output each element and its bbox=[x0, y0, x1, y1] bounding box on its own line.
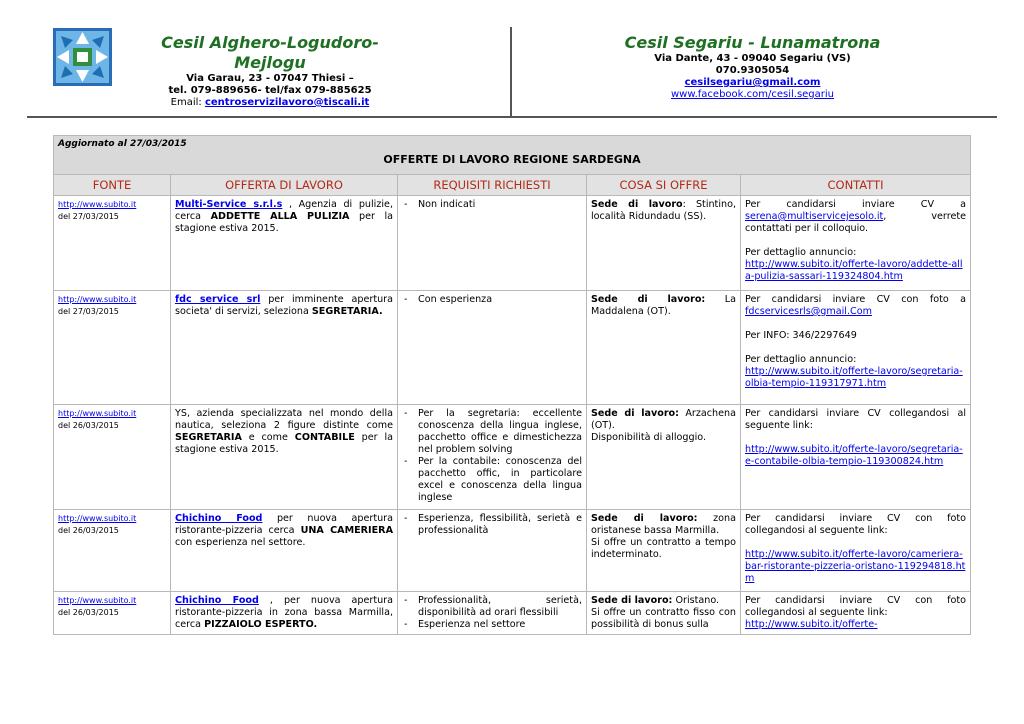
company-link[interactable]: Chichino Food bbox=[175, 513, 263, 524]
contact-email-link[interactable]: serena@multiservicejesolo.it bbox=[745, 211, 884, 222]
place-label: Sede di lavoro: bbox=[591, 595, 673, 606]
source-cell bbox=[54, 196, 171, 291]
offer-cell bbox=[171, 196, 398, 291]
source-date: del 26/03/2015 bbox=[58, 526, 119, 535]
header-left-email-link[interactable]: centroservizilavoro@tiscali.it bbox=[204, 97, 370, 108]
updated-date: Aggiornato al 27/03/2015 bbox=[58, 139, 187, 149]
source-date: del 26/03/2015 bbox=[58, 421, 119, 430]
requirements-cell bbox=[398, 405, 587, 510]
col-header-offerta: OFFERTA DI LAVORO bbox=[171, 175, 398, 196]
offer-text: con esperienza nel settore. bbox=[175, 537, 306, 548]
offer-text: per nuova apertura ristorante-pizzeria cerca bbox=[175, 513, 393, 536]
header-bottom-rule bbox=[27, 116, 997, 118]
place-label: Sede di lavoro: bbox=[591, 294, 706, 305]
requirement-item: - Esperienza, flessibilità, serietà e professionalità bbox=[418, 513, 582, 537]
company-link[interactable]: Multi-Service s.r.l.s bbox=[175, 199, 283, 210]
header-right-title: Cesil Segariu - Lunamatrona bbox=[624, 33, 881, 52]
benefits-cell bbox=[587, 592, 741, 635]
contacts-cell bbox=[741, 405, 971, 510]
offer-text: e come bbox=[241, 432, 295, 443]
header-left-title: Cesil Alghero-Logudoro-Mejlogu bbox=[161, 33, 379, 72]
table-row bbox=[54, 291, 971, 405]
place-label: Sede di lavoro: bbox=[591, 408, 679, 419]
offer-role: ADDETTE ALLA PULIZIA bbox=[210, 211, 350, 222]
source-link[interactable]: http://www.subito.it bbox=[58, 200, 137, 209]
announcement-link[interactable]: http://www.subito.it/offerte-lavoro/segretaria-e-contabile-olbia-tempio-119300824.htm bbox=[745, 444, 963, 467]
benefits-cell bbox=[587, 196, 741, 291]
requirements-cell bbox=[398, 510, 587, 592]
place-text: La Maddalena (OT). bbox=[591, 294, 736, 317]
column-headers bbox=[54, 175, 971, 196]
announcement-link[interactable]: http://www.subito.it/offerte-lavoro/addette-alla-pulizia-sassari-119324804.htm bbox=[745, 259, 963, 282]
contact-phone: Per INFO: 346/2297649 bbox=[745, 330, 857, 341]
source-link[interactable]: http://www.subito.it bbox=[58, 596, 137, 605]
email-label: Email: bbox=[170, 97, 205, 108]
header-left-phone: tel. 079-889656- tel/fax 079-885625 bbox=[168, 85, 372, 96]
offer-role: UNA CAMERIERA bbox=[300, 525, 393, 536]
company-link[interactable]: fdc service srl bbox=[175, 294, 261, 305]
offer-role: CONTABILE bbox=[294, 432, 355, 443]
col-header-cosa-offre: COSA SI OFFRE bbox=[587, 175, 741, 196]
offer-text: per la stagione estiva 2015. bbox=[175, 432, 393, 455]
benefits-cell bbox=[587, 510, 741, 592]
place-label: Sede di lavoro: bbox=[591, 513, 698, 524]
col-header-fonte: FONTE bbox=[54, 175, 171, 196]
place-text: : Stintino, località Ridundadu (SS). bbox=[591, 199, 736, 222]
source-link[interactable]: http://www.subito.it bbox=[58, 409, 137, 418]
contact-text: Per candidarsi inviare CV con foto collegandosi al seguente link: bbox=[745, 513, 967, 536]
cesil-logo-icon bbox=[53, 28, 112, 86]
company-link[interactable]: Chichino Food bbox=[175, 595, 259, 606]
benefits-cell bbox=[587, 405, 741, 510]
detail-label: Per dettaglio annuncio: bbox=[745, 247, 857, 258]
header-left-address: Via Garau, 23 - 07047 Thiesi – bbox=[186, 73, 354, 84]
header-right-address: Via Dante, 43 - 09040 Segariu (VS) bbox=[654, 53, 851, 64]
requirement-item: - Non indicati bbox=[418, 199, 582, 211]
place-text: Oristano. bbox=[672, 595, 720, 606]
offer-text: per imminente apertura societa' di servizi, seleziona bbox=[175, 294, 393, 317]
header-divider bbox=[510, 27, 512, 117]
offer-text: , Agenzia di pulizie, cerca bbox=[175, 199, 393, 222]
announcement-link[interactable]: http://www.subito.it/offerte-lavoro/cameriera-bar-ristorante-pizzeria-oristano-119294818.htm bbox=[745, 549, 966, 584]
table-row bbox=[54, 592, 971, 635]
header-right bbox=[600, 33, 905, 101]
requirement-item: - Per la segretaria: eccellente conoscenza della lingua inglese, pacchetto office e dimestichezza nel problem solving bbox=[418, 408, 582, 456]
contacts-cell bbox=[741, 196, 971, 291]
contacts-cell bbox=[741, 510, 971, 592]
requirement-item: - Con esperienza bbox=[418, 294, 582, 306]
benefits-cell bbox=[587, 291, 741, 405]
benefit-text: Disponibilità di alloggio. bbox=[591, 432, 707, 443]
announcement-link[interactable]: http://www.subito.it/offerte- bbox=[745, 619, 878, 630]
source-date: del 26/03/2015 bbox=[58, 608, 119, 617]
contacts-cell bbox=[741, 291, 971, 405]
announcement-link[interactable]: http://www.subito.it/offerte-lavoro/segretaria-olbia-tempio-119317971.htm bbox=[745, 366, 963, 389]
header-left-email-line bbox=[130, 97, 410, 109]
table-row bbox=[54, 510, 971, 592]
header-right-facebook-link[interactable]: www.facebook.com/cesil.segariu bbox=[670, 89, 835, 100]
contacts-cell bbox=[741, 592, 971, 635]
requirement-item: - Esperienza nel settore bbox=[418, 619, 582, 631]
contact-text: Per candidarsi inviare CV con foto collegandosi al seguente link: bbox=[745, 595, 967, 618]
offer-role: PIZZAIOLO ESPERTO. bbox=[204, 619, 318, 630]
offer-cell bbox=[171, 592, 398, 635]
offer-role: SEGRETARIA bbox=[175, 432, 242, 443]
offer-text: per la stagione estiva 2015. bbox=[175, 211, 393, 234]
col-header-requisiti: REQUISITI RICHIESTI bbox=[398, 175, 587, 196]
header-right-email-link[interactable]: cesilsegariu@gmail.com bbox=[684, 77, 821, 88]
requirement-item: - Per la contabile: conoscenza del pacchetto offic, in particolare excel e conoscenza della lingua inglese bbox=[418, 456, 582, 504]
contact-text: , verrete contattati per il colloquio. bbox=[745, 211, 967, 234]
requirements-cell bbox=[398, 592, 587, 635]
benefit-text: Si offre un contratto a tempo indeterminato. bbox=[591, 537, 736, 560]
requirements-cell bbox=[398, 291, 587, 405]
offer-cell bbox=[171, 291, 398, 405]
source-date: del 27/03/2015 bbox=[58, 307, 119, 316]
offer-text: , per nuova apertura ristorante-pizzeria in zona bassa Marmilla, cerca bbox=[175, 595, 393, 630]
job-offers-table bbox=[53, 135, 971, 635]
table-row bbox=[54, 196, 971, 291]
header-right-phone: 070.9305054 bbox=[715, 65, 790, 76]
place-label: Sede di lavoro bbox=[591, 199, 683, 210]
requirements-cell bbox=[398, 196, 587, 291]
source-cell bbox=[54, 291, 171, 405]
source-cell bbox=[54, 405, 171, 510]
table-title: OFFERTE DI LAVORO REGIONE SARDEGNA bbox=[383, 153, 641, 166]
benefit-text: Si offre un contratto fisso con possibilità di bonus sulla bbox=[591, 607, 736, 630]
offer-role: SEGRETARIA. bbox=[311, 306, 383, 317]
place-text: Arzachena (OT). bbox=[591, 408, 736, 431]
source-cell bbox=[54, 510, 171, 592]
requirement-item: - Professionalità, serietà, disponibilità ad orari flessibili bbox=[418, 595, 582, 619]
table-row bbox=[54, 405, 971, 510]
contact-text: Per candidarsi inviare CV a bbox=[745, 199, 967, 210]
offer-cell bbox=[171, 405, 398, 510]
table-title-cell bbox=[54, 136, 971, 175]
offer-cell bbox=[171, 510, 398, 592]
contact-text: Per candidarsi inviare CV collegandosi al seguente link: bbox=[745, 408, 967, 431]
col-header-contatti: CONTATTI bbox=[741, 175, 971, 196]
source-date: del 27/03/2015 bbox=[58, 212, 119, 221]
detail-label: Per dettaglio annuncio: bbox=[745, 354, 857, 365]
contact-text: Per candidarsi inviare CV con foto a bbox=[745, 294, 967, 305]
offer-text: YS, azienda specializzata nel mondo della nautica, seleziona 2 figure distinte come bbox=[175, 408, 393, 431]
header-left bbox=[130, 33, 410, 109]
source-link[interactable]: http://www.subito.it bbox=[58, 514, 137, 523]
contact-email-link[interactable]: fdcservicesrls@gmail.Com bbox=[745, 306, 872, 317]
source-cell bbox=[54, 592, 171, 635]
source-link[interactable]: http://www.subito.it bbox=[58, 295, 137, 304]
place-text: zona oristanese bassa Marmilla. bbox=[591, 513, 736, 536]
